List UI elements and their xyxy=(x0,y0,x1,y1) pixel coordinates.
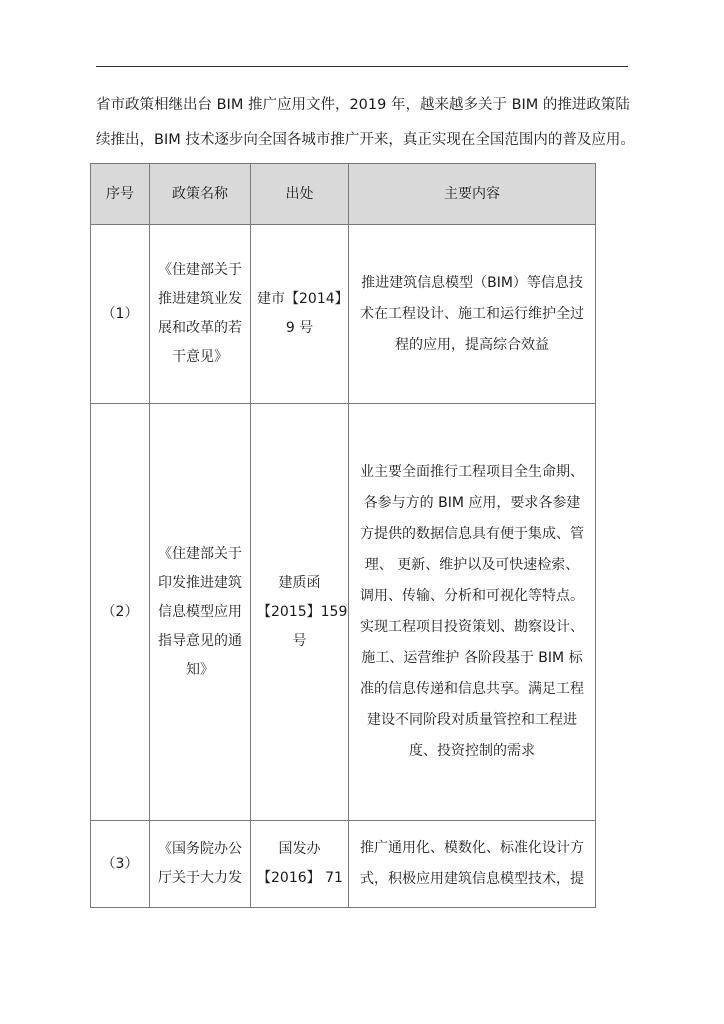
cell-source xyxy=(251,404,349,821)
policy-name-line: 《住建部关于 xyxy=(158,545,242,562)
cell-main-content xyxy=(349,821,596,908)
header-rule xyxy=(96,66,628,67)
content-line: 程的应用，提高综合效益 xyxy=(395,336,549,353)
content-line: 业主要全面推行工程项目全生命期、 xyxy=(360,464,584,480)
content-line: 理、 更新、维护以及可快速检索、 xyxy=(364,557,580,573)
header-policy-name: 政策名称 xyxy=(150,164,251,225)
cell-policy-name xyxy=(150,225,251,404)
source-line: 【2015】159 xyxy=(257,603,348,620)
table-row xyxy=(91,821,596,908)
cell-policy-name xyxy=(150,821,251,908)
content-line: 调用、传输、分析和可视化等特点。 xyxy=(360,588,584,604)
content-line: 式，积极应用建筑信息模型技术，提 xyxy=(360,871,584,887)
policy-name-line: 信息模型应用 xyxy=(158,603,242,620)
intro-paragraph xyxy=(96,88,636,158)
cell-policy-name xyxy=(150,404,251,821)
cell-main-content xyxy=(349,225,596,404)
policy-name-line: 知》 xyxy=(186,661,214,678)
policy-name-line: 指导意见的通 xyxy=(158,632,242,649)
header-no: 序号 xyxy=(91,164,150,225)
cell-no: （1） xyxy=(91,225,150,404)
intro-line: 省市政策相继出台 BIM 推广应用文件，2019 年，越来越多关于 BIM 的推进政策陆 xyxy=(96,97,630,113)
policy-name-line: 干意见》 xyxy=(172,349,228,365)
policy-table xyxy=(90,163,596,908)
cell-source xyxy=(251,225,349,404)
header-main-content: 主要内容 xyxy=(349,164,596,225)
content-line: 度、投资控制的需求 xyxy=(409,743,535,759)
content-line: 施工、运营维护 各阶段基于 BIM 标 xyxy=(361,650,583,666)
policy-name-line: 《国务院办公 xyxy=(158,841,242,857)
policy-name-line: 展和改革的若 xyxy=(158,320,242,336)
cell-source xyxy=(251,821,349,908)
source-line: 建质函 xyxy=(278,574,321,591)
cell-main-content xyxy=(349,404,596,821)
content-line: 各参与方的 BIM 应用，要求各参建 xyxy=(363,495,581,511)
content-line: 推广通用化、模数化、标准化设计方 xyxy=(360,840,584,856)
policy-name-line: 《住建部关于 xyxy=(158,262,242,278)
content-line: 建设不同阶段对质量管控和工程进 xyxy=(367,712,577,728)
table-row xyxy=(91,225,596,404)
source-line: 【2016】 71 xyxy=(257,870,343,886)
header-source: 出处 xyxy=(251,164,349,225)
source-line: 号 xyxy=(292,632,307,649)
content-line: 准的信息传递和信息共享。满足工程 xyxy=(360,681,584,697)
policy-name-line: 推进建筑业发 xyxy=(158,291,242,307)
content-line: 方提供的数据信息具有便于集成、管 xyxy=(360,526,584,542)
policy-name-line: 厅关于大力发 xyxy=(158,870,242,886)
policy-name-line: 印发推进建筑 xyxy=(158,574,242,591)
source-line: 建市【2014】 xyxy=(257,291,349,307)
intro-line: 续推出，BIM 技术逐步向全国各城市推广开来，真正实现在全国范围内的普及应用。 xyxy=(96,132,635,148)
source-line: 国发办 xyxy=(278,841,321,857)
table-header-row xyxy=(91,164,596,225)
content-line: 推进建筑信息模型（BIM）等信息技 xyxy=(361,274,583,291)
source-line: 9 号 xyxy=(285,320,314,336)
cell-no: （3） xyxy=(91,821,150,908)
table-row xyxy=(91,404,596,821)
content-line: 实现工程项目投资策划、勘察设计、 xyxy=(360,619,584,635)
cell-no: （2） xyxy=(91,404,150,821)
content-line: 术在工程设计、施工和运行维护全过 xyxy=(360,305,584,322)
